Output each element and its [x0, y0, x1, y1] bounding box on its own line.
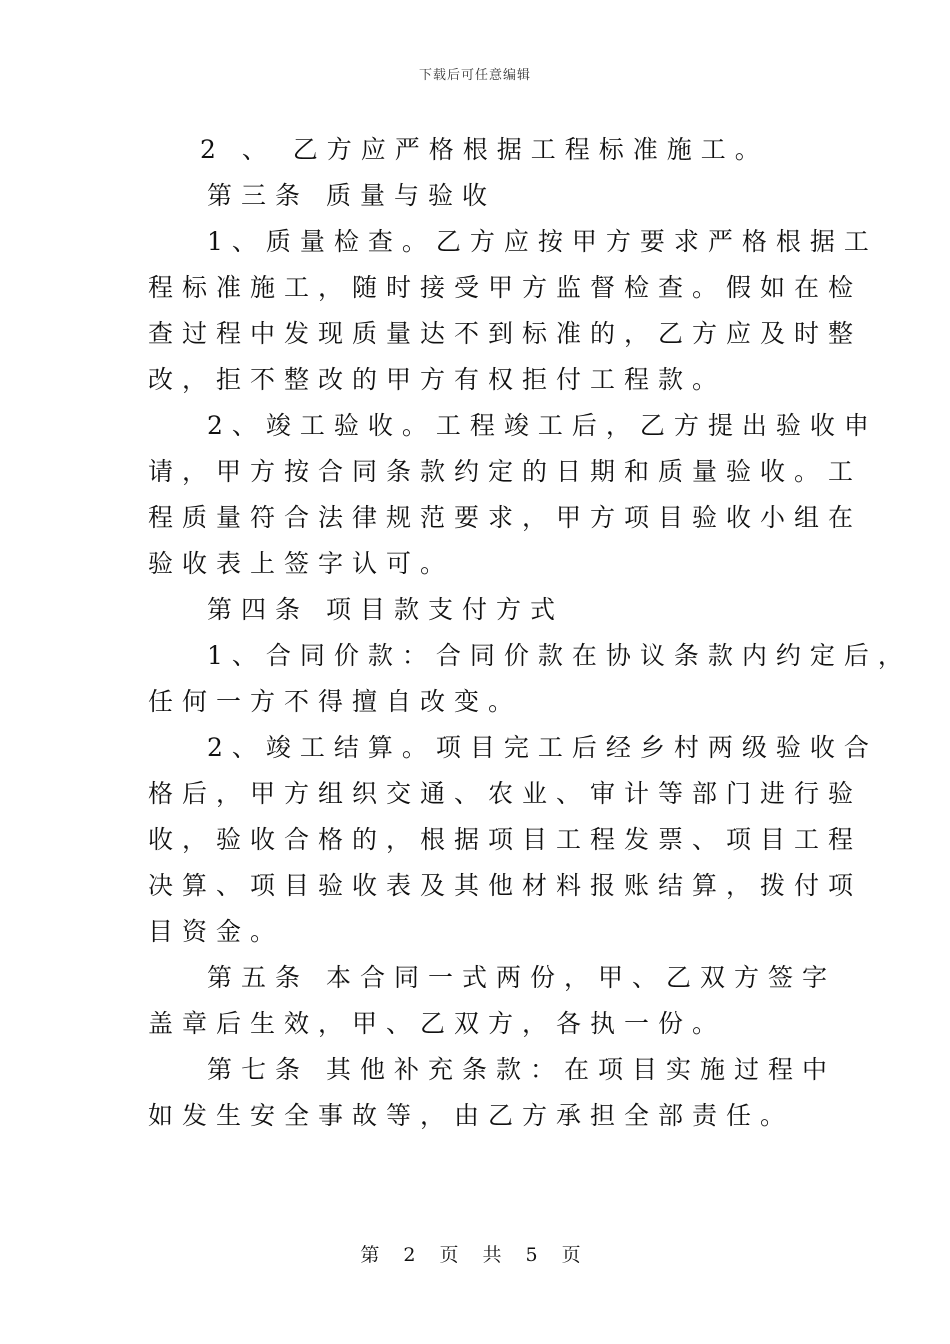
body-line: 1、合同价款：合同价款在协议条款内约定后， [207, 641, 912, 670]
body-line: 2、竣工结算。项目完工后经乡村两级验收合 [207, 733, 878, 762]
page-number-footer: 第 2 页 共 5 页 [360, 1244, 590, 1266]
body-line: 2、竣工验收。工程竣工后，乙方提出验收申 [207, 411, 878, 440]
body-line: 请，甲方按合同条款约定的日期和质量验收。工 [148, 457, 863, 486]
body-line: 收，验收合格的，根据项目工程发票、项目工程 [148, 825, 863, 854]
section-heading: 第七条 其他补充条款：在项目实施过程中 [207, 1055, 836, 1084]
body-line: 2 、 乙方应严格根据工程标准施工。 [200, 135, 769, 164]
section-heading: 第五条 本合同一式两份，甲、乙双方签字 [207, 963, 836, 992]
body-line: 程质量符合法律规范要求，甲方项目验收小组在 [148, 503, 863, 532]
body-line: 如发生安全事故等，由乙方承担全部责任。 [148, 1101, 795, 1130]
body-line: 程标准施工，随时接受甲方监督检查。假如在检 [148, 273, 863, 302]
section-heading: 第三条 质量与验收 [207, 181, 496, 210]
body-line: 任何一方不得擅自改变。 [148, 687, 523, 716]
body-line: 查过程中发现质量达不到标准的，乙方应及时整 [148, 319, 863, 348]
body-line: 目资金。 [148, 917, 285, 946]
body-line: 决算、项目验收表及其他材料报账结算，拨付项 [148, 871, 863, 900]
section-heading: 第四条 项目款支付方式 [207, 595, 564, 624]
page-header-note: 下载后可任意编辑 [418, 68, 531, 83]
body-line: 改，拒不整改的甲方有权拒付工程款。 [148, 365, 727, 394]
body-line: 格后，甲方组织交通、农业、审计等部门进行验 [148, 779, 863, 808]
body-line: 验收表上签字认可。 [148, 549, 455, 578]
body-line: 盖章后生效，甲、乙双方，各执一份。 [148, 1009, 727, 1038]
body-line: 1、质量检查。乙方应按甲方要求严格根据工 [207, 227, 878, 256]
